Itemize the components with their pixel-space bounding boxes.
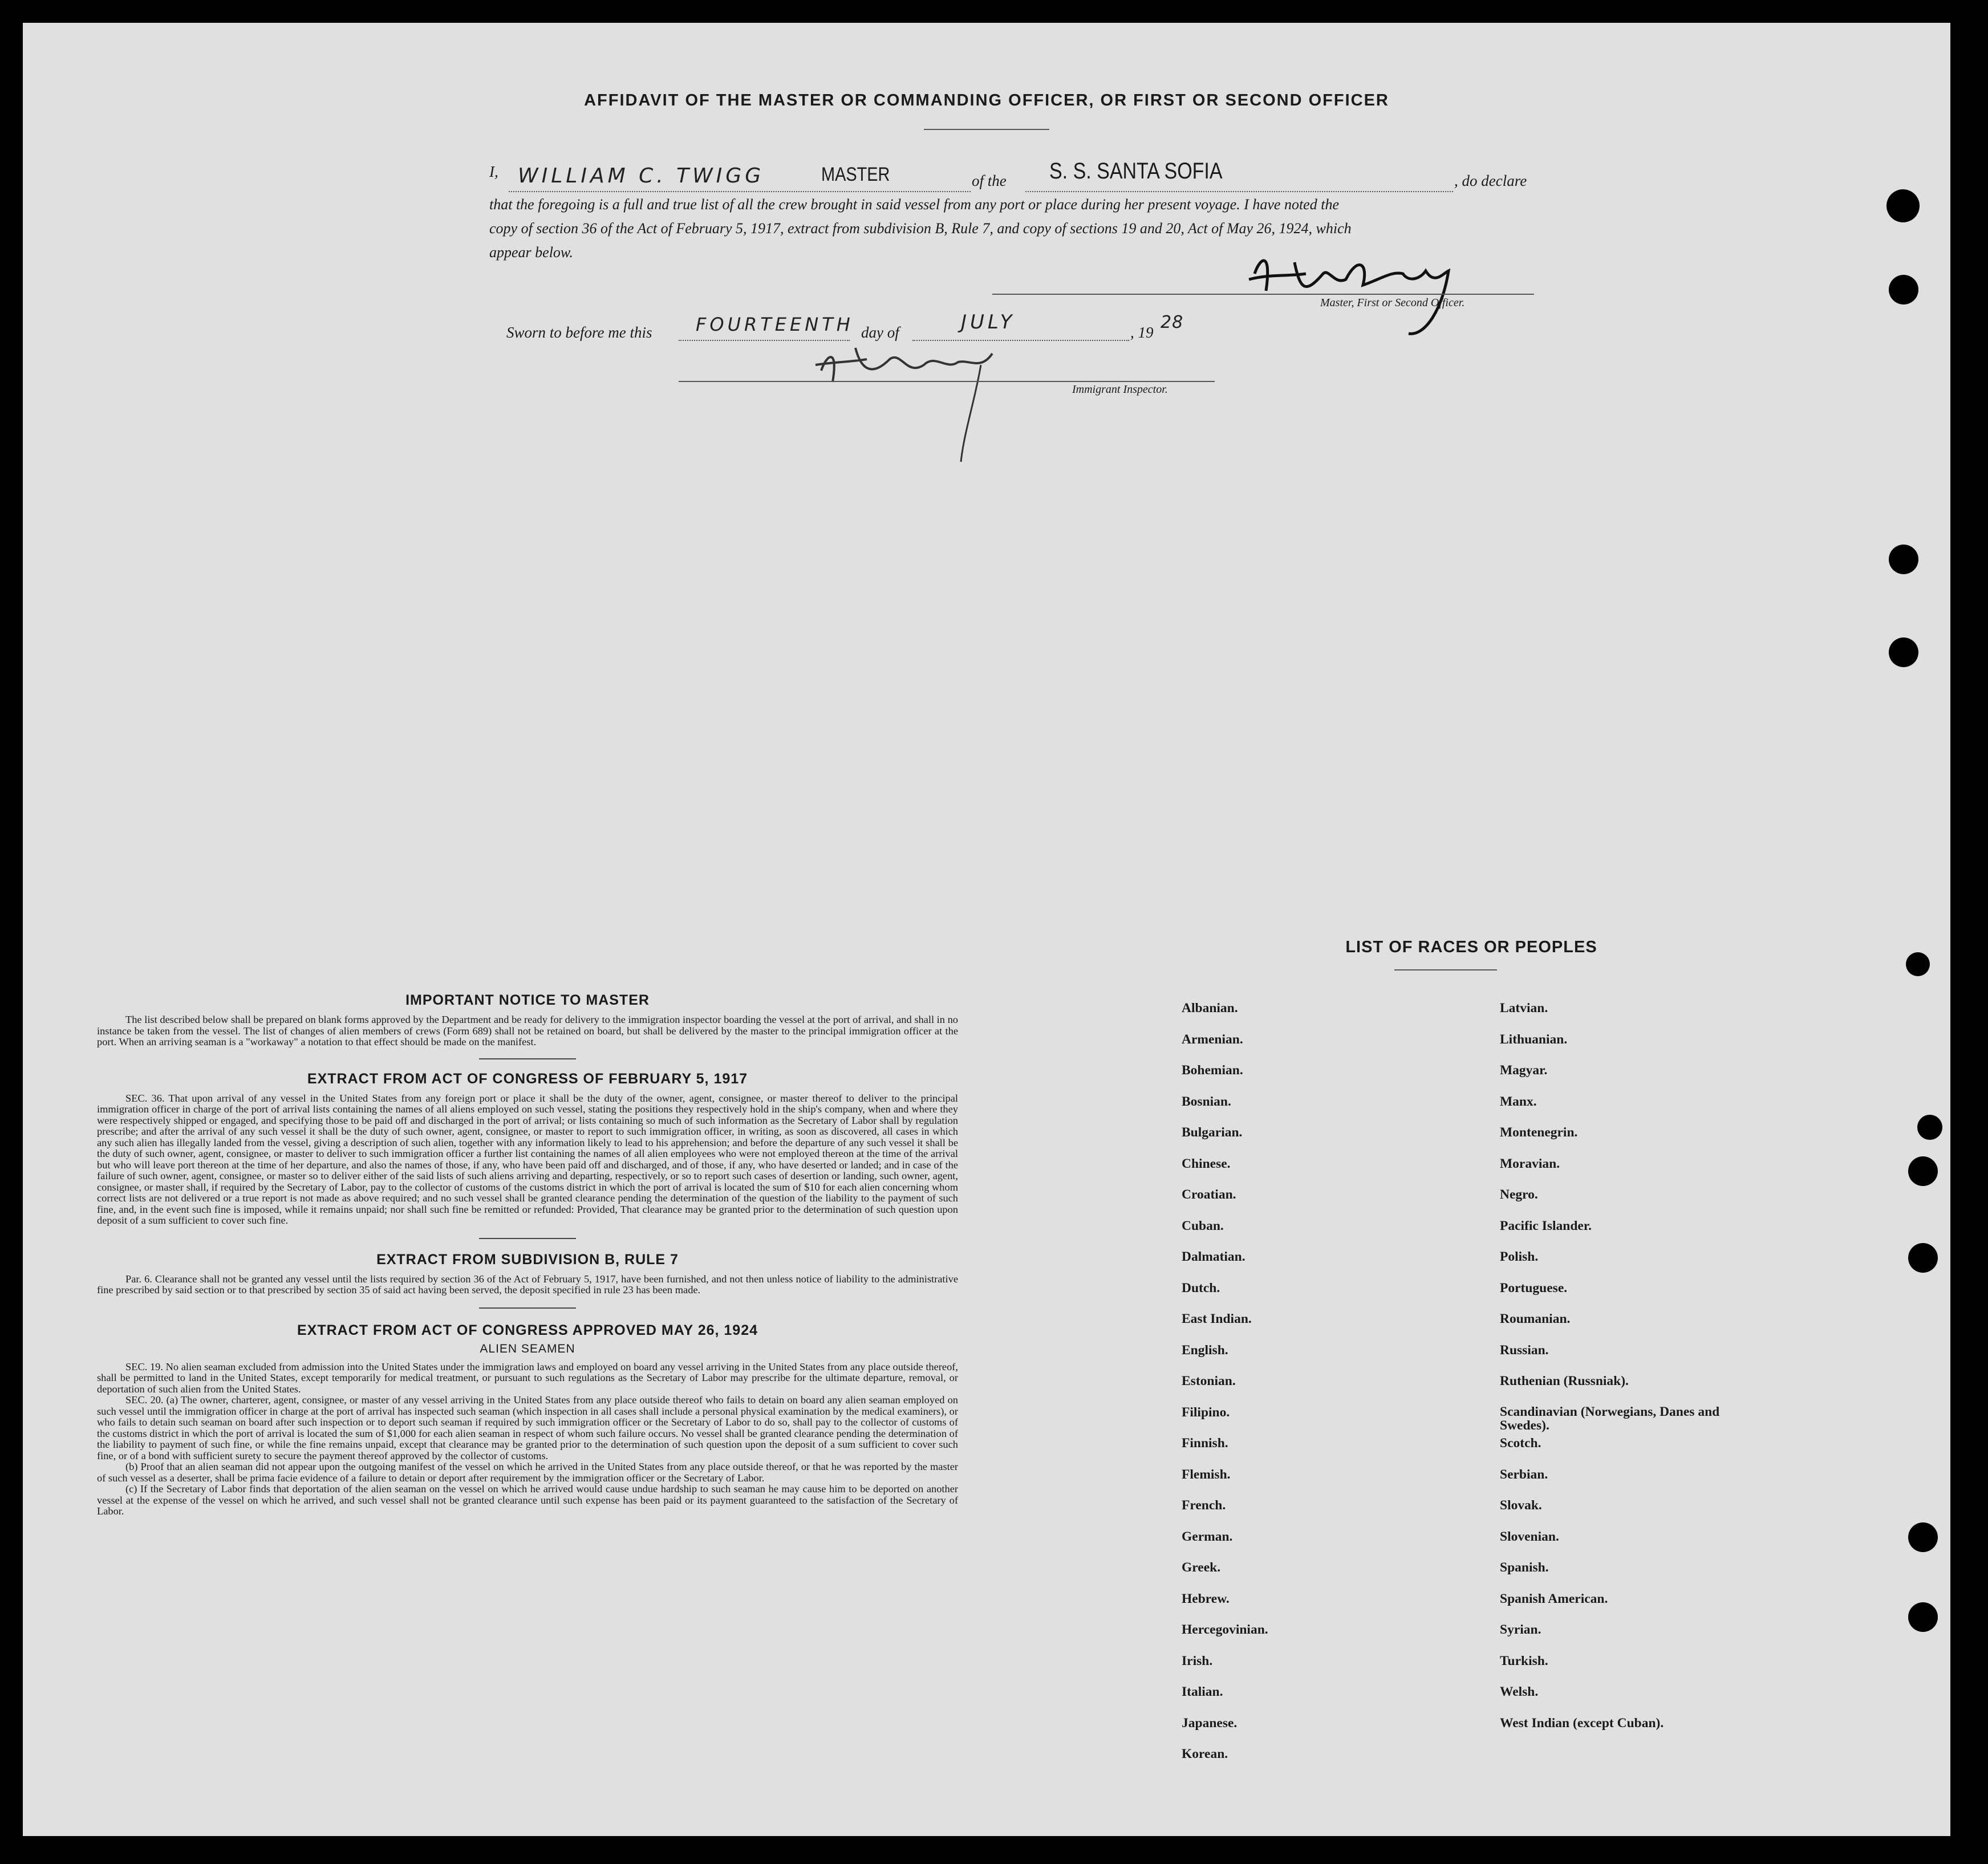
declaration-line-4: appear below. [489,244,573,261]
inspector-caption: Immigrant Inspector. [1072,383,1168,396]
race-item: Bohemian. [1182,1063,1243,1078]
year-suffix: 28 [1161,312,1184,332]
year-prefix: , 19 [1130,324,1154,341]
race-item: East Indian. [1182,1311,1252,1326]
vessel-name: S. S. SANTA SOFIA [1049,159,1223,184]
race-item: Irish. [1182,1653,1213,1668]
race-item: Bosnian. [1182,1094,1231,1109]
race-item: Turkish. [1500,1653,1548,1668]
of-the-label: of the [972,172,1007,189]
race-item: Hebrew. [1182,1591,1230,1606]
binder-hole [1908,1156,1938,1186]
race-item: Magyar. [1500,1063,1548,1078]
race-item: Welsh. [1500,1684,1539,1699]
extract-1917-title: EXTRACT FROM ACT OF CONGRESS OF FEBRUARY 5, 1917 [307,1070,748,1087]
race-item: Scotch. [1500,1436,1541,1451]
race-item: Flemish. [1182,1467,1231,1482]
race-item: Moravian. [1500,1156,1560,1171]
rank: MASTER [821,164,890,185]
race-item: Latvian. [1500,1001,1548,1016]
sec-19-body: SEC. 19. No alien seaman excluded from admission into the United States under the immigration laws and employed on board any vessel arriving in the United States from any place outside thereof, shall be permitted to land in the United States, except temporarily for medical treatment, or pursuant to such regulations as the Secretary of Labor may prescribe for the ultimate departure, removal, or deportation of such alien from the United States. [97,1361,958,1395]
race-item: West Indian (except Cuban). [1500,1715,1664,1731]
race-item: Korean. [1182,1747,1228,1761]
race-item: Italian. [1182,1684,1223,1699]
race-item: Japanese. [1182,1715,1238,1731]
notice-body: The list described below shall be prepared on blank forms approved by the Department and be ready for delivery to the immigration inspector boarding the vessel at the port of arrival, and shall in no instance be taken from the vessel. The list of changes of alien members of crews (Form 689) shall not be retained on board, but shall be delivered by the master to the principal immigration officer at the port. When an arriving seaman is a "workaway" a notation to that effect should be made on the manifest. [97,1014,958,1047]
race-item: Roumanian. [1500,1311,1571,1326]
sworn-prefix: Sworn to before me this [506,324,652,341]
binder-hole [1886,189,1920,222]
sworn-month: JULY [961,311,1016,334]
divider [479,1058,576,1059]
master-name: WILLIAM C. TWIGG [518,164,765,188]
declaration-line-2: that the foregoing is a full and true list of all the crew brought in said vessel from any port or place during her present voyage. I have noted the [489,196,1339,213]
races-title: LIST OF RACES OR PEOPLES [1345,938,1597,956]
divider [1394,969,1497,970]
binder-hole [1889,545,1918,574]
race-item: Polish. [1500,1249,1539,1264]
binder-hole [1908,1243,1938,1273]
race-item: Syrian. [1500,1622,1541,1637]
race-item: Negro. [1500,1187,1538,1202]
race-item: Cuban. [1182,1218,1224,1233]
race-item: Montenegrin. [1500,1125,1578,1140]
race-item: Spanish. [1500,1560,1549,1575]
day-of-label: day of [861,324,899,341]
race-item: Filipino. [1182,1404,1230,1420]
i-prefix: I, [489,163,498,180]
binder-hole [1908,1602,1938,1632]
race-item: Lithuanian. [1500,1032,1568,1047]
binder-hole [1906,952,1930,976]
binder-hole [1908,1522,1938,1552]
notice-title: IMPORTANT NOTICE TO MASTER [405,992,650,1008]
race-item: Pacific Islander. [1500,1218,1592,1233]
race-item: Scandinavian (Norwegians, Danes and Swedes). [1500,1404,1720,1433]
races-column-2 [1500,1001,1739,1747]
race-item: Serbian. [1500,1467,1548,1482]
binder-hole [1889,637,1918,667]
divider [479,1238,576,1239]
alien-seamen-subtitle: ALIEN SEAMEN [480,1342,575,1355]
name-blank [509,191,971,192]
race-item: Albanian. [1182,1001,1238,1016]
inspector-signature [810,331,1015,468]
extract-1924-title: EXTRACT FROM ACT OF CONGRESS APPROVED MAY 26, 1924 [297,1322,758,1338]
race-item: Russian. [1500,1342,1549,1358]
race-item: Greek. [1182,1560,1221,1575]
vessel-blank [1025,191,1453,192]
race-item: Spanish American. [1500,1591,1608,1606]
divider [924,129,1049,130]
affidavit-title: AFFIDAVIT OF THE MASTER OR COMMANDING OFFICER, OR FIRST OR SECOND OFFICER [584,91,1389,109]
race-item: Slovak. [1500,1498,1542,1513]
rule-7-title: EXTRACT FROM SUBDIVISION B, RULE 7 [376,1251,679,1268]
race-item: Dutch. [1182,1280,1220,1296]
declaration-line-3: copy of section 36 of the Act of February 5, 1917, extract from subdivision B, Rule 7, and copy of sections 19 and 20, Act of May 26, 1924, which [489,220,1352,237]
master-caption: Master, First or Second Officer. [1320,297,1465,309]
inspector-signature-line [679,381,1215,382]
race-item: Ruthenian (Russniak). [1500,1374,1629,1388]
race-item: Bulgarian. [1182,1125,1243,1140]
sec-20a-body: SEC. 20. (a) The owner, charterer, agent, consignee, or master of any vessel arriving in the United States from any place outside thereof who fails to detain on board any alien seaman employed on such vessel until the immigration officer in charge at the port of arrival has inspected such seaman (which inspection in all cases shall include a personal physical examination by the medical examiners), or who fails to detain such seaman on board after such inspection or to deport such seaman if required by such immigration officer or the Secretary of Labor to do so, shall pay to the collector of customs of the customs district in which the port of arrival is located the sum of $1,000 for each alien seaman in respect of whom such failure occurs. No vessel shall be granted clearance pending the determination of the liability to payment of such fine, or while the fine remains unpaid, except that clearance may be granted prior to the determination of such question upon the deposit of a sum sufficient to cover such fine, or of a bond with sufficient surety to secure the payment thereof approved by the collector of customs. [97,1394,958,1461]
important-notice-section [97,992,958,1517]
sec-20c-body: (c) If the Secretary of Labor finds that deportation of the alien seaman on the vessel on which he arrived would cause undue hardship to such seaman he may cause him to be deported on another vessel at the expense of the vessel on which he arrived, and such vessel shall not be granted clearance until such expense has been paid or its payment guaranteed to the satisfaction of the Secretary of Labor. [97,1483,958,1517]
master-signature-line [992,294,1534,295]
race-item: English. [1182,1342,1228,1358]
race-item: Manx. [1500,1094,1537,1109]
race-item: Slovenian. [1500,1529,1559,1544]
do-declare-label: , do declare [1454,172,1527,189]
race-item: Hercegovinian. [1182,1622,1268,1637]
race-item: Armenian. [1182,1032,1243,1047]
race-item: Estonian. [1182,1374,1236,1388]
race-item: Portuguese. [1500,1280,1568,1296]
race-item: Finnish. [1182,1436,1228,1451]
race-item: Chinese. [1182,1156,1231,1171]
binder-hole [1889,275,1918,304]
rule-7-body: Par. 6. Clearance shall not be granted any vessel until the lists required by section 36 of the Act of February 5, 1917, have been furnished, and not then unless notice of liability to the administrative fine prescribed by said section or to that prescribed by section 35 of said act having been served, the deposit specified in rule 23 has been made. [97,1273,958,1296]
document-page [23,23,1950,1836]
race-item: German. [1182,1529,1233,1544]
race-item: Dalmatian. [1182,1249,1245,1264]
binder-hole [1917,1115,1942,1140]
race-item: French. [1182,1498,1226,1513]
sworn-day: FOURTEENTH [696,314,854,335]
races-column-1 [1182,1001,1268,1778]
sec-20b-body: (b) Proof that an alien seaman did not appear upon the outgoing manifest of the vessel on which he arrived in the United States from any place outside thereof, or that he was reported by the master of such vessel as a deserter, shall be prima facie evidence of a failure to detain or deport after requirement by the immigration officer or the Secretary of Labor. [97,1461,958,1484]
race-item: Croatian. [1182,1187,1236,1202]
divider [479,1307,576,1309]
extract-1917-body: SEC. 36. That upon arrival of any vessel in the United States from any foreign port or place it shall be the duty of the owner, agent, consignee, or master thereof to deliver to the principal immigration officer in charge of the port of arrival lists containing the names of all aliens employed on such vessel, stating the positions they respectively hold in the ship's company, when and where they were respectively shipped or engaged, and specifying those to be paid off and discharged in the port of arrival; or lists containing so much of such information as the Secretary of Labor shall by regulation prescribe; and after the arrival of any such vessel it shall be the duty of such owner, agent, consignee, or master to report to such immigration officer, in writing, as soon as discovered, all cases in which any such alien has illegally landed from the vessel, giving a description of such alien, together with any information likely to lead to his apprehension; and before the departure of any such vessel it shall be the duty of such owner, agent, consignee, or master to deliver to such immigration officer a further list containing the names of all alien employees who were not employed thereon at the time of the arrival but who will leave port thereon at the time of her departure, and also the names of those, if any, who have been paid off and discharged, and of those, if any, who have deserted or landed; and in case of the failure of such owner, agent, consignee, or master so to deliver either of the said lists of such aliens arriving and departing, respectively, or so to report such cases of desertion or landing, such owner, agent, consignee, or master shall, if required by the Secretary of Labor, pay to the collector of customs of the customs district in which the port of arrival is located the sum of $10 for each alien concerning whom correct lists are not delivered or a true report is not made as above required; and no such vessel shall be granted clearance pending the determination of the question of the liability to the payment of such fine, and, in the event such fine is imposed, while it remains unpaid; nor shall such fine be remitted or refunded: Provided, That clearance may be granted prior to the determination of such question upon deposit of a sum sufficient to cover such fine. [97,1092,958,1226]
